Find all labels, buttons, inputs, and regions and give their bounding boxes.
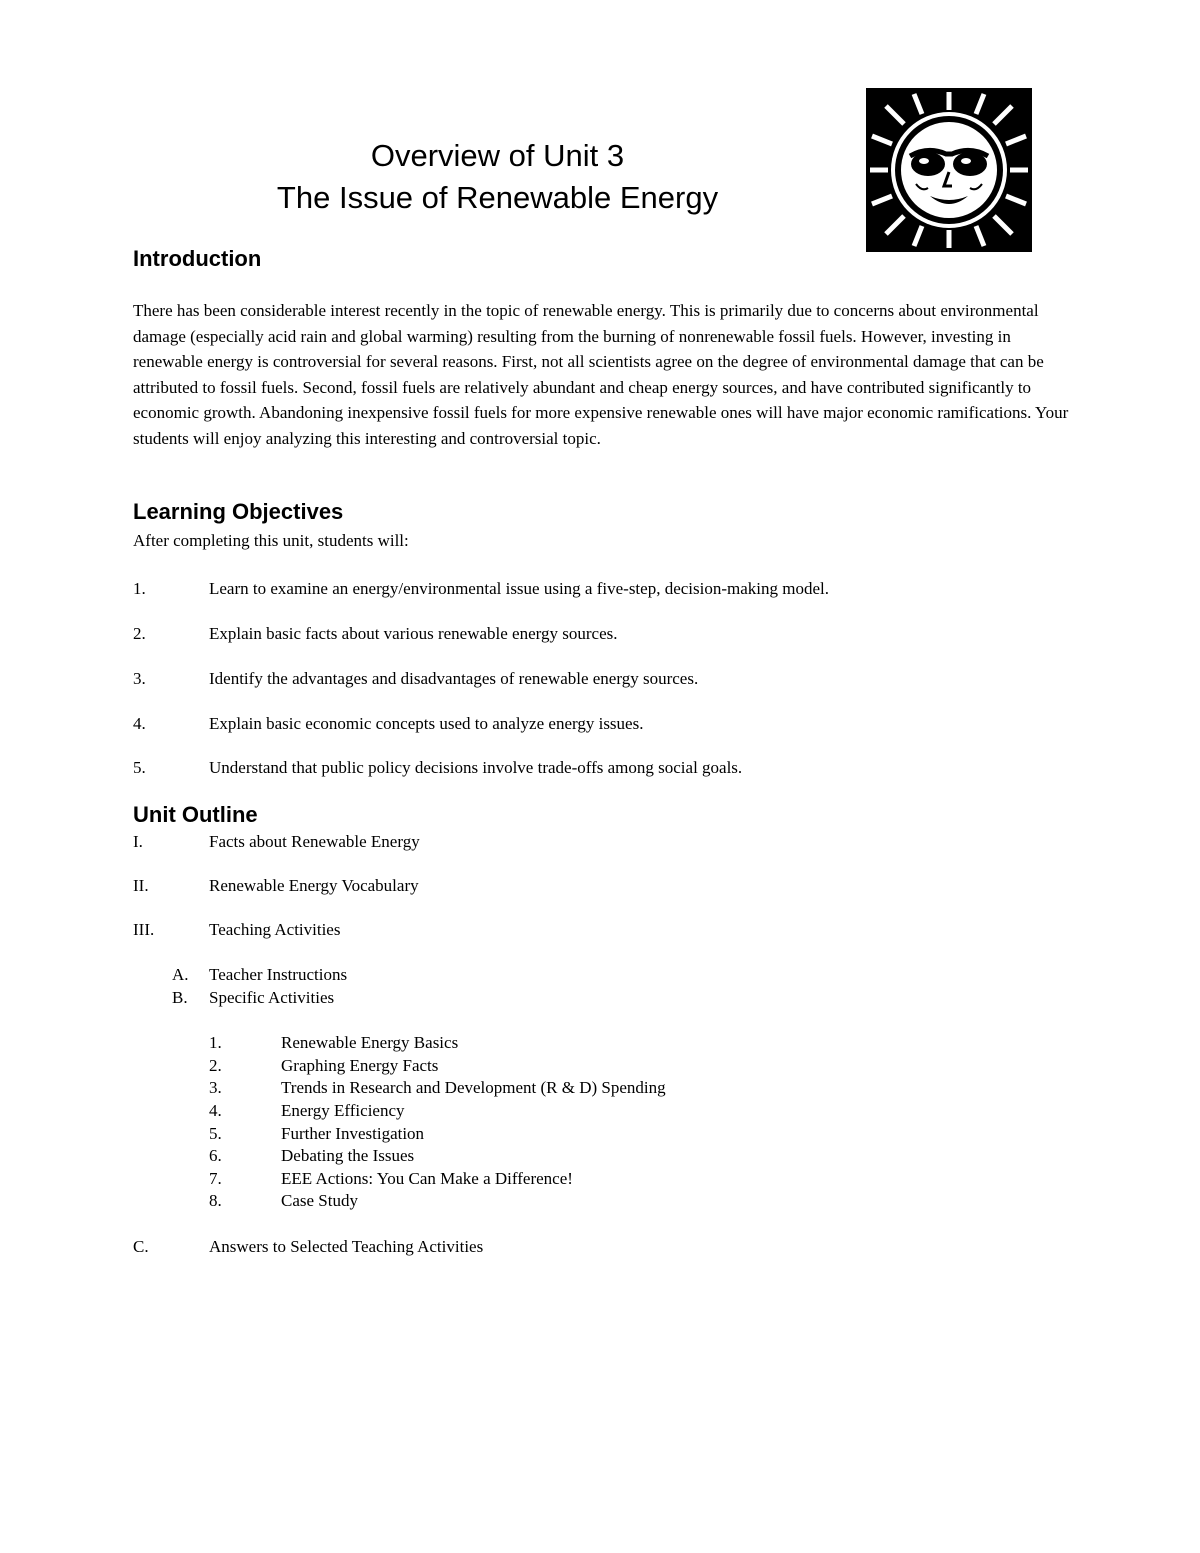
objective-text: Learn to examine an energy/environmental issue using a five-step, decision-making model. [209,579,830,598]
outline-final-number: C. [133,1237,149,1256]
outline-sub-number: B. [172,988,188,1007]
activity-number: 2. [209,1056,222,1075]
outline-heading: Unit Outline [133,802,258,827]
activity-text: Trends in Research and Development (R & D) Spending [281,1078,666,1097]
activity-number: 1. [209,1033,222,1052]
activity-number: 6. [209,1146,222,1165]
outline-section-text: Teaching Activities [209,920,341,939]
objective-text: Identify the advantages and disadvantages of renewable energy sources. [209,669,699,688]
activity-number: 4. [209,1101,222,1120]
activity-text: Renewable Energy Basics [281,1033,459,1052]
outline-sub-text: Teacher Instructions [209,965,348,984]
objective-text: Understand that public policy decisions involve trade-offs among social goals. [209,758,743,777]
activity-number: 8. [209,1191,222,1210]
introduction-heading: Introduction [133,246,262,271]
outline-section-number: II. [133,876,149,895]
activity-number: 5. [209,1124,222,1143]
activity-text: Graphing Energy Facts [281,1056,439,1075]
objective-number: 5. [133,758,146,777]
objective-text: Explain basic economic concepts used to analyze energy issues. [209,714,644,733]
outline-section-number: III. [133,920,155,939]
activity-text: Debating the Issues [281,1146,415,1165]
page-title-line-1: Overview of Unit 3 [370,138,625,173]
objective-text: Explain basic facts about various renewable energy sources. [209,624,618,643]
outline-section-number: I. [133,832,143,851]
activity-number: 7. [209,1169,222,1188]
activity-text: Energy Efficiency [281,1101,405,1120]
objective-number: 2. [133,624,146,643]
outline-sub-number: A. [172,965,189,984]
outline-section-text: Facts about Renewable Energy [209,832,420,851]
introduction-paragraph: There has been considerable interest recently in the topic of renewable energy. This is primarily due to concerns about environmental damage (especially acid rain and global warming) resulting from the burning of nonrenewable fossil fuels. However, investing in renewable energy is controversial for several reasons. First, not all scientists agree on the degree of environmental damage that can be attributed to fossil fuels. Second, fossil fuels are relatively abundant and cheap energy sources, and have contributed significantly to economic growth. Abandoning inexpensive fossil fuels for more expensive renewable ones will have major economic ramifications. Your students will enjoy analyzing this interesting and controversial topic. [133,301,1069,448]
sun-with-sunglasses-icon [866,88,1032,252]
objective-number: 1. [133,579,146,598]
outline-section-text: Renewable Energy Vocabulary [209,876,419,895]
objective-number: 3. [133,669,146,688]
activity-number: 3. [209,1078,222,1097]
activity-text: Case Study [281,1191,358,1210]
activity-text: Further Investigation [281,1124,425,1143]
outline-final-text: Answers to Selected Teaching Activities [209,1237,484,1256]
objectives-lead: After completing this unit, students will: [133,531,409,550]
objective-number: 4. [133,714,146,733]
objectives-heading: Learning Objectives [133,499,344,524]
outline-sub-text: Specific Activities [209,988,335,1007]
page-title-line-2: The Issue of Renewable Energy [276,180,719,215]
activity-text: EEE Actions: You Can Make a Difference! [281,1169,573,1188]
